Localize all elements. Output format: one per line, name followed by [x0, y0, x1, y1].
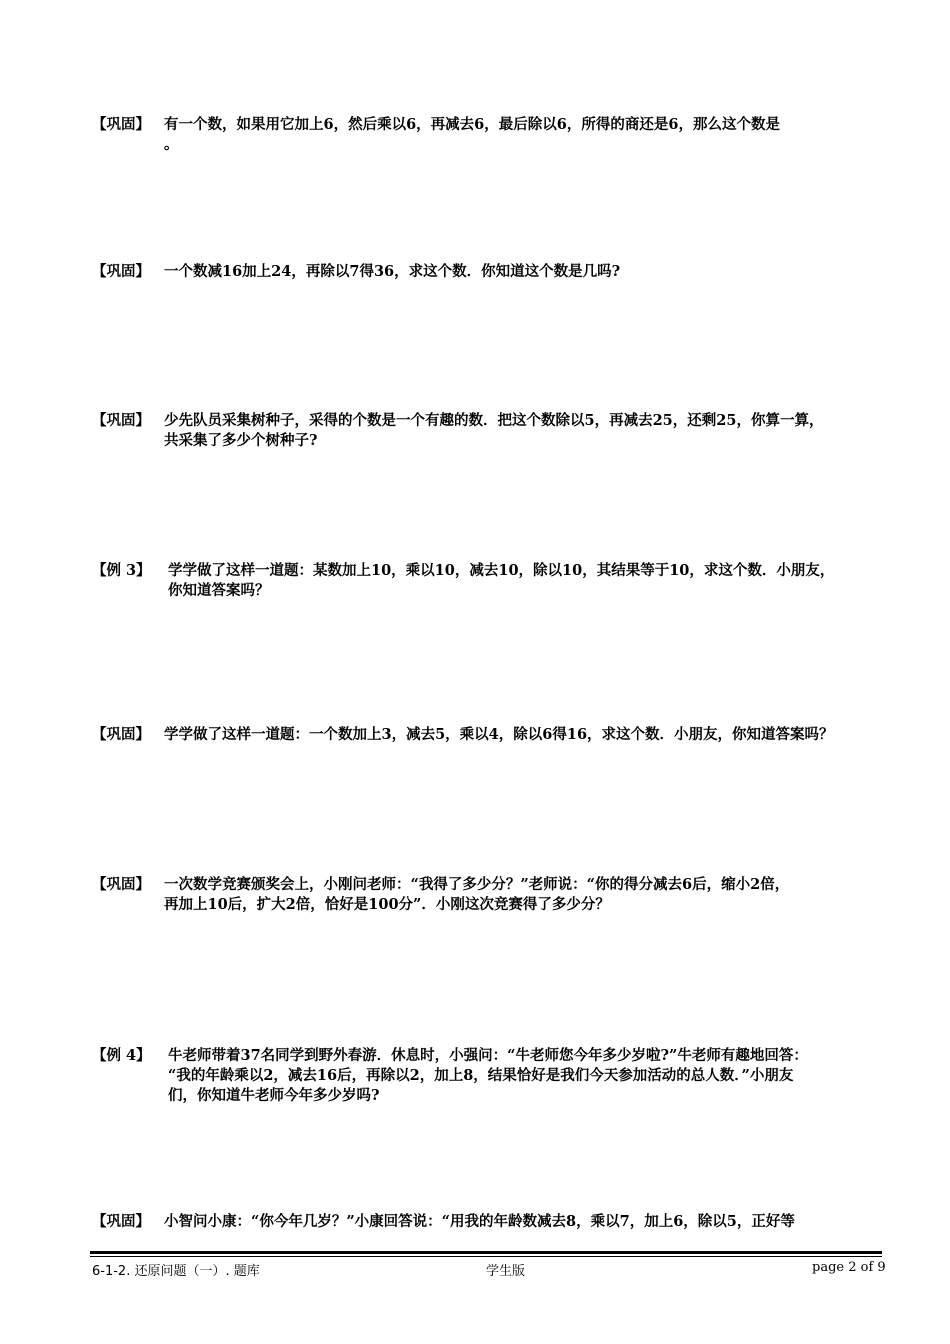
problem-text-line: 共采集了多少个树种子?: [164, 432, 318, 449]
footer-edition: 学生版: [486, 1264, 526, 1279]
footer-divider: [90, 1251, 882, 1254]
example-3: [92, 561, 892, 601]
example-tag: 【例 3】: [92, 562, 151, 579]
problem-text-line: 少先队员采集树种子，采得的个数是一个有趣的数．把这个数除以5，再减去25，还剩25，你算一算，: [164, 412, 824, 429]
problem-5: [92, 725, 892, 745]
problem-text-line: 一次数学竞赛颁奖会上，小刚问老师：“我得了多少分？”老师说：“你的得分减去6后，缩小2倍，: [164, 876, 790, 893]
problem-text-line: 牛老师带着37名同学到野外春游．休息时，小强问：“牛老师您今年多少岁啦?”牛老师有趣地回答：: [168, 1047, 808, 1064]
problem-text-line: “我的年龄乘以2，减去16后，再除以2，加上8，结果恰好是我们今天参加活动的总人数．”小朋友: [168, 1067, 794, 1084]
footer-divider-thin: [90, 1256, 882, 1257]
problem-tag: 【巩固】: [92, 876, 150, 893]
problem-2: [92, 262, 892, 282]
footer-page-number: page 2 of 9: [812, 1260, 886, 1275]
problem-text-line: 学学做了这样一道题：一个数加上3，减去5，乘以4，除以6得16，求这个数．小朋友，你知道答案吗？: [164, 726, 834, 743]
problem-tag: 【巩固】: [92, 412, 150, 429]
problem-text-line: 们，你知道牛老师今年多少岁吗?: [168, 1087, 380, 1104]
problem-text-line: 再加上10后，扩大2倍，恰好是100分”．小刚这次竞赛得了多少分？: [164, 896, 610, 913]
problem-text-line: 小智问小康：“你今年几岁？”小康回答说：“用我的年龄数减去8，乘以7，加上6，除以5，正好等: [164, 1213, 795, 1230]
problem-text-line: 。: [164, 136, 179, 153]
footer-doc-title: 6-1-2. 还原问题（一）. 题库: [92, 1264, 260, 1279]
example-4: [92, 1046, 892, 1106]
problem-tag: 【巩固】: [92, 263, 150, 280]
problem-text-line: 学学做了这样一道题：某数加上10，乘以10，减去10，除以10，其结果等于10，求这个数．小朋友，: [168, 562, 835, 579]
problem-text-line: 有一个数，如果用它加上6，然后乘以6，再减去6，最后除以6，所得的商还是6，那么这个数是: [164, 116, 780, 133]
problem-text-line: 你知道答案吗？: [168, 582, 270, 599]
example-tag: 【例 4】: [92, 1047, 151, 1064]
problem-1: [92, 115, 892, 155]
problem-text-line: 一个数减16加上24，再除以7得36，求这个数．你知道这个数是几吗?: [164, 263, 621, 280]
problem-tag: 【巩固】: [92, 726, 150, 743]
problem-tag: 【巩固】: [92, 116, 150, 133]
problem-8: [92, 1212, 892, 1232]
problem-tag: 【巩固】: [92, 1213, 150, 1230]
problem-6: [92, 875, 892, 915]
problem-3: [92, 411, 892, 451]
